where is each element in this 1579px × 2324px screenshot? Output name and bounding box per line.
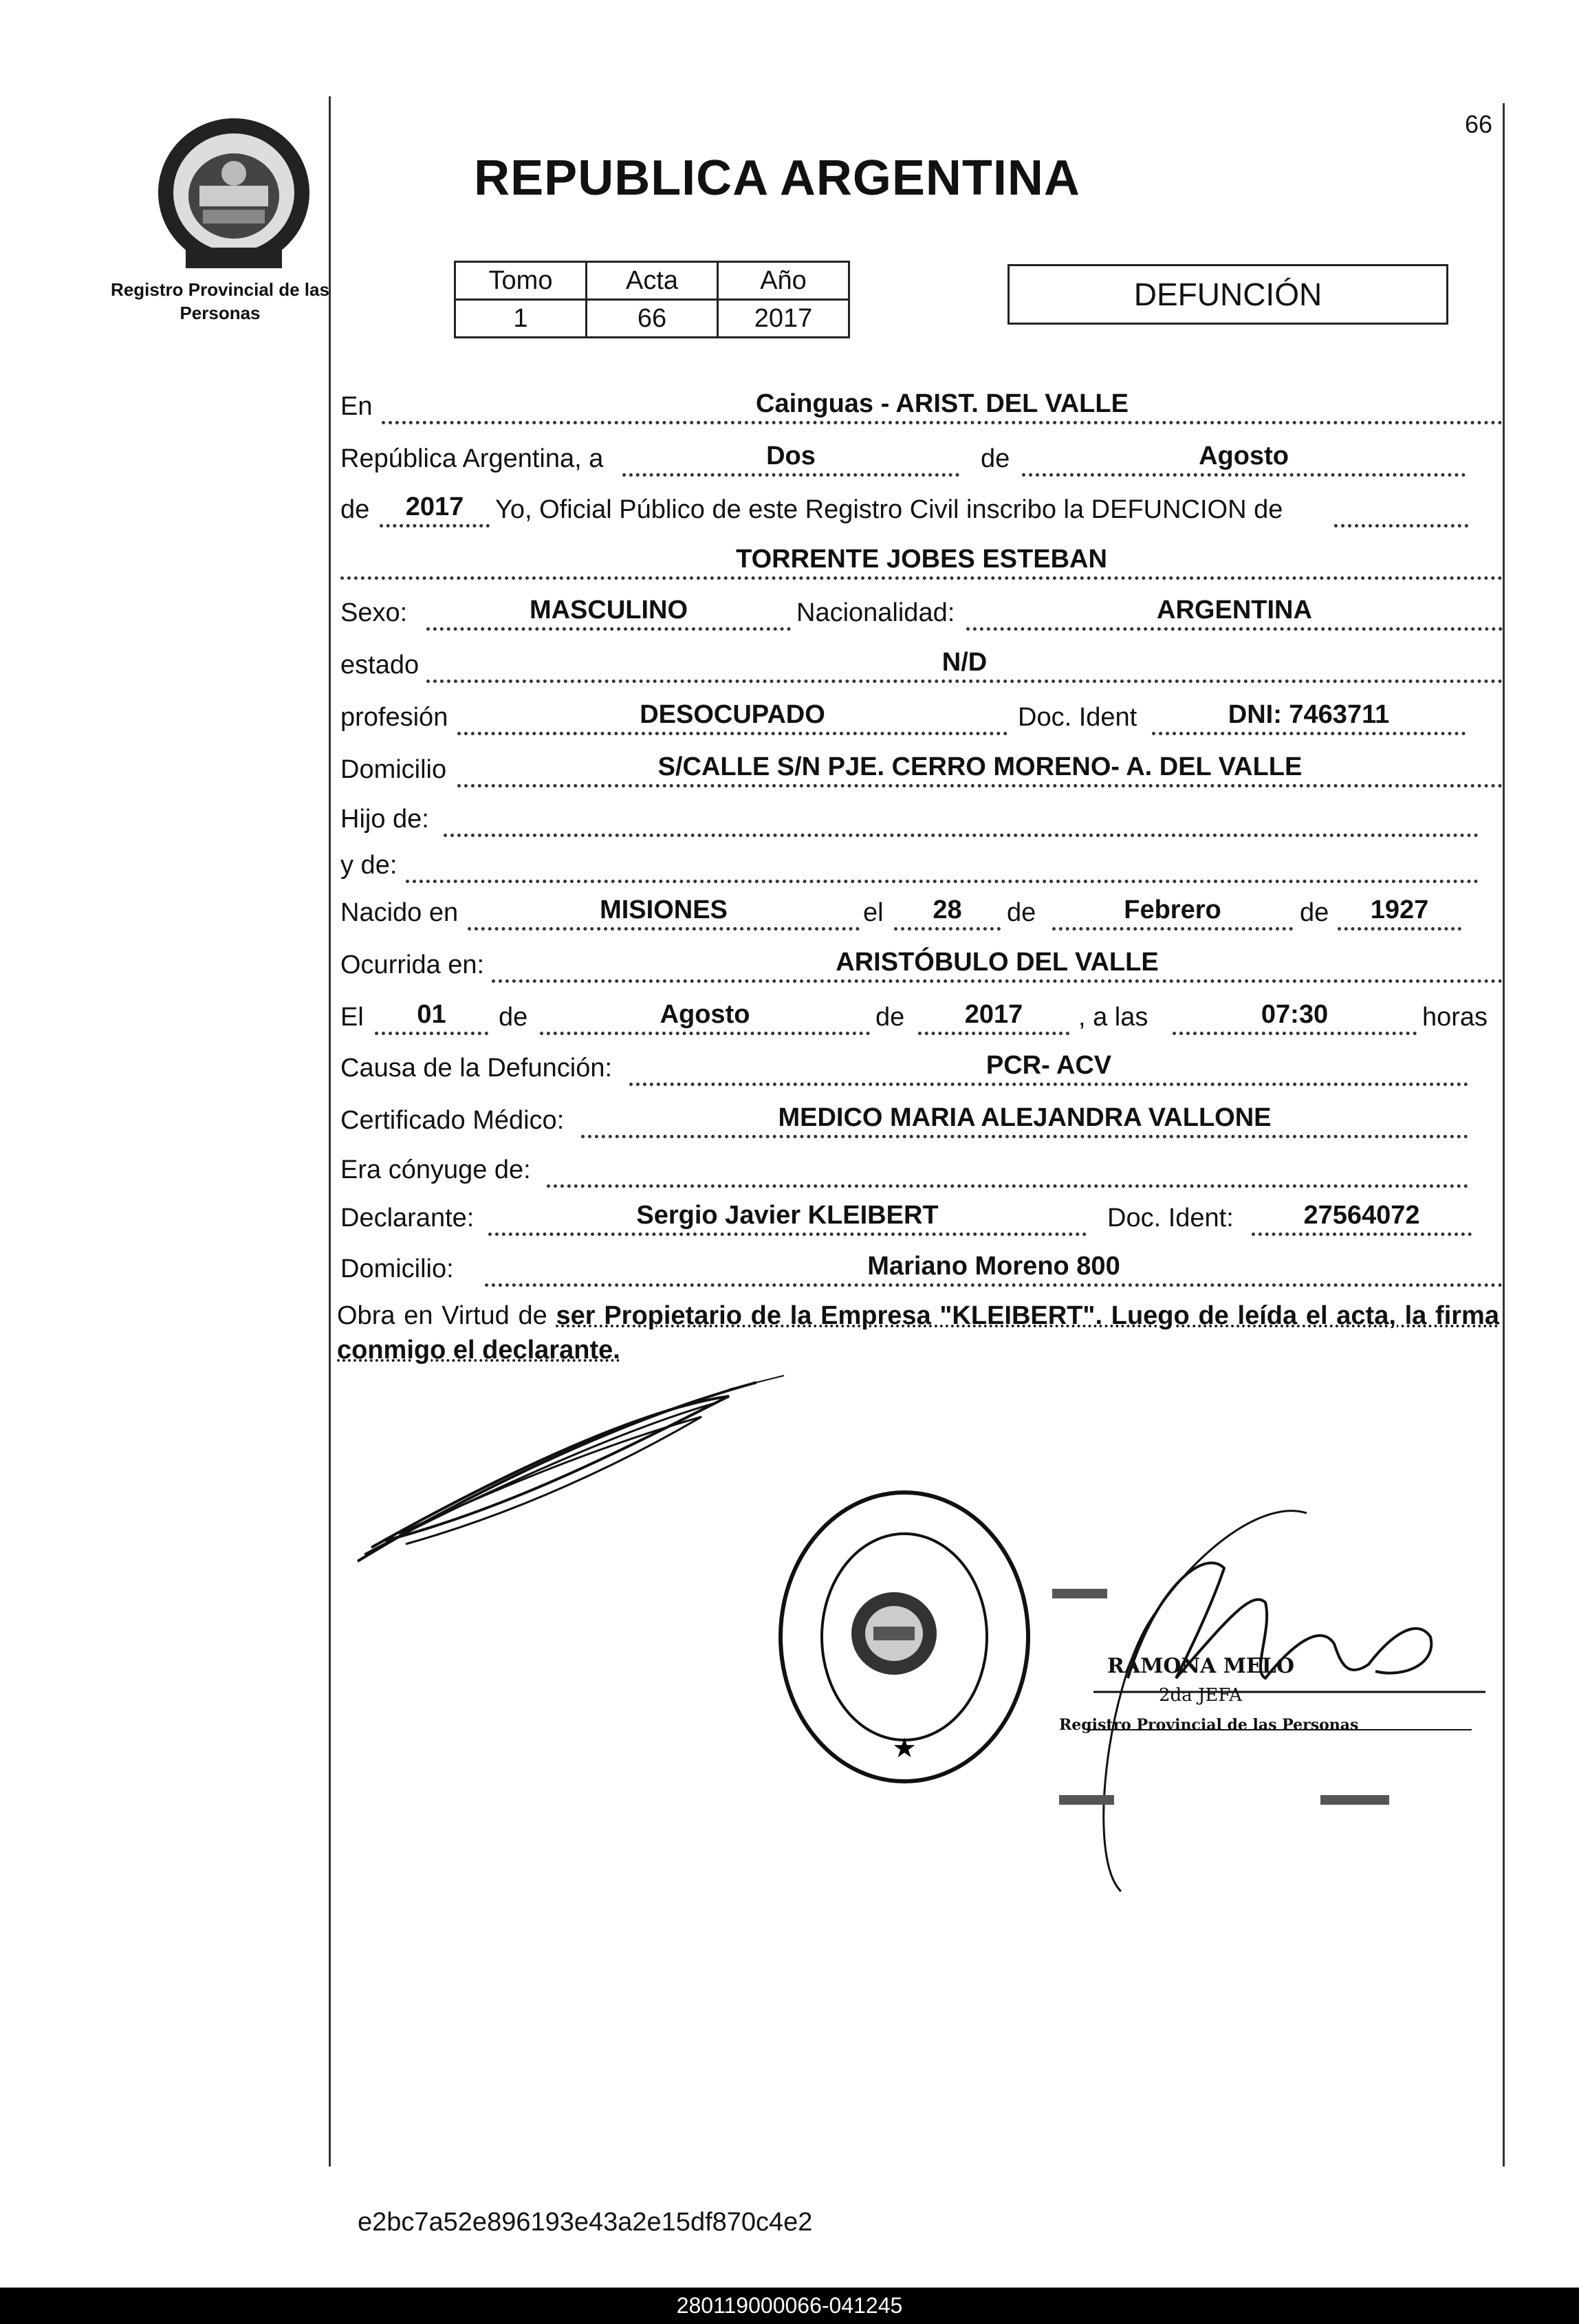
year-value: 2017 bbox=[405, 492, 464, 521]
estado-value: N/D bbox=[941, 648, 988, 677]
declarant-signature bbox=[344, 1369, 798, 1575]
profesion-value: DESOCUPADO bbox=[640, 700, 825, 729]
declarante-value: Sergio Javier KLEIBERT bbox=[636, 1201, 939, 1230]
death-day: 01 bbox=[417, 1000, 446, 1029]
dotted-line bbox=[1022, 473, 1466, 477]
header-anio: Año bbox=[718, 262, 849, 300]
dotted-line bbox=[629, 1083, 1468, 1086]
dotted-line bbox=[1173, 1032, 1417, 1035]
dotted-line bbox=[340, 576, 1503, 580]
doc-ident-label: Doc. Ident bbox=[1018, 703, 1137, 732]
dotted-line bbox=[966, 627, 1503, 631]
nacido-value: MISIONES bbox=[600, 895, 728, 924]
hijo-label: Hijo de: bbox=[340, 805, 429, 834]
dotted-line bbox=[380, 524, 490, 528]
estado-label: estado bbox=[340, 651, 420, 680]
value-anio: 2017 bbox=[718, 300, 849, 338]
obra-label: Obra en Virtud de bbox=[337, 1301, 547, 1330]
dotted-line bbox=[622, 473, 959, 477]
birth-year: 1927 bbox=[1370, 895, 1429, 924]
birth-month: Febrero bbox=[1124, 895, 1221, 924]
obra-paragraph bbox=[337, 1299, 1499, 1367]
dotted-line bbox=[406, 880, 1479, 883]
header-tomo: Tomo bbox=[455, 262, 587, 300]
yde-label: y de: bbox=[340, 851, 398, 880]
registry-name: Registro Provincial de las Personas bbox=[111, 279, 329, 323]
registry-stamp bbox=[770, 1486, 1038, 1788]
dotted-line bbox=[918, 1032, 1069, 1035]
dotted-line bbox=[444, 834, 1479, 837]
dotted-line bbox=[581, 1135, 1468, 1138]
dotted-line bbox=[547, 1184, 1468, 1188]
record-type-box: DEFUNCIÓN bbox=[1008, 264, 1448, 325]
dotted-line bbox=[894, 927, 1001, 931]
doc-ident-value: DNI: 7463711 bbox=[1228, 700, 1390, 729]
dotted-line bbox=[492, 979, 1503, 983]
declarante-label: Declarante: bbox=[340, 1204, 475, 1232]
death-de-label: de bbox=[499, 1003, 528, 1032]
dotted-line bbox=[457, 732, 1008, 735]
doc-ident2-value: 27564072 bbox=[1303, 1201, 1420, 1230]
death-month: Agosto bbox=[660, 1000, 750, 1029]
value-acta: 66 bbox=[587, 300, 718, 338]
dotted-line bbox=[1052, 927, 1293, 931]
domicilio2-value: Mariano Moreno 800 bbox=[867, 1252, 1120, 1281]
death-time: 07:30 bbox=[1261, 1000, 1329, 1029]
alas-label: , a las bbox=[1078, 1003, 1148, 1032]
death-de-label: de bbox=[875, 1003, 905, 1032]
conyuge-label: Era cónyuge de: bbox=[340, 1155, 531, 1184]
official-name: RAMONA MELO bbox=[1107, 1654, 1294, 1678]
place-value: Cainguas - ARIST. DEL VALLE bbox=[756, 389, 1129, 418]
year-prefix-label: de bbox=[340, 495, 370, 524]
causa-label: Causa de la Defunción: bbox=[340, 1054, 613, 1083]
footer-code-bar: 280119000066-041245 bbox=[0, 2288, 1579, 2324]
page-number: 66 bbox=[1465, 110, 1493, 138]
birth-de-label: de bbox=[1007, 898, 1036, 927]
horas-label: horas bbox=[1422, 1003, 1488, 1032]
ocurrida-value: ARISTÓBULO DEL VALLE bbox=[836, 948, 1159, 977]
el-date-label: El bbox=[340, 1003, 364, 1032]
certificado-value: MEDICO MARIA ALEJANDRA VALLONE bbox=[778, 1103, 1272, 1132]
dotted-line bbox=[485, 1283, 1503, 1287]
inscribo-text: Yo, Oficial Público de este Registro Civil inscribo la DEFUNCION de bbox=[495, 495, 1283, 524]
sexo-value: MASCULINO bbox=[529, 596, 688, 625]
official-rank: 2da JEFA bbox=[1159, 1685, 1242, 1706]
dotted-line bbox=[382, 421, 1503, 424]
dotted-line bbox=[426, 627, 791, 631]
right-margin-rule bbox=[1503, 103, 1505, 2166]
certificado-label: Certificado Médico: bbox=[340, 1106, 565, 1135]
nacido-label: Nacido en bbox=[340, 898, 459, 927]
ocurrida-label: Ocurrida en: bbox=[340, 951, 485, 979]
record-table bbox=[454, 261, 850, 338]
republica-label: República Argentina, a bbox=[340, 444, 604, 473]
misiones-coat-of-arms-logo bbox=[144, 110, 323, 275]
domicilio-label: Domicilio bbox=[340, 755, 447, 784]
dotted-line bbox=[468, 927, 860, 931]
month-value: Agosto bbox=[1199, 442, 1289, 470]
dotted-line bbox=[457, 784, 1503, 788]
dotted-line bbox=[1152, 732, 1466, 735]
dotted-line bbox=[1252, 1232, 1472, 1236]
deceased-name: TORRENTE JOBES ESTEBAN bbox=[736, 545, 1107, 574]
dotted-line bbox=[1334, 524, 1468, 528]
dotted-line bbox=[540, 1032, 870, 1035]
doc-ident2-label: Doc. Ident: bbox=[1107, 1204, 1234, 1232]
domicilio2-label: Domicilio: bbox=[340, 1255, 454, 1283]
dotted-line bbox=[488, 1232, 1087, 1236]
value-tomo: 1 bbox=[455, 300, 587, 338]
document-hash: e2bc7a52e896193e43a2e15df870c4e2 bbox=[358, 2208, 813, 2237]
dotted-line bbox=[375, 1032, 488, 1035]
header-acta: Acta bbox=[587, 262, 718, 300]
page-title: REPUBLICA ARGENTINA bbox=[474, 151, 1080, 206]
death-year: 2017 bbox=[964, 1000, 1023, 1029]
left-margin-rule bbox=[329, 96, 331, 2166]
causa-value: PCR- ACV bbox=[985, 1051, 1112, 1080]
official-org: Registro Provincial de las Personas bbox=[1059, 1716, 1359, 1734]
nacionalidad-label: Nacionalidad: bbox=[796, 598, 955, 627]
day-value: Dos bbox=[766, 442, 816, 470]
birth-day: 28 bbox=[933, 895, 962, 924]
profesion-label: profesión bbox=[340, 703, 448, 732]
de-label: de bbox=[981, 444, 1010, 473]
official-signature bbox=[1045, 1486, 1499, 1898]
dotted-line bbox=[1338, 927, 1461, 931]
el-label: el bbox=[863, 898, 884, 927]
domicilio-value: S/CALLE S/N PJE. CERRO MORENO- A. DEL VALLE bbox=[657, 752, 1303, 781]
svg-text:★: ★ bbox=[892, 1733, 917, 1764]
obra-value: ser Propietario de la Empresa "KLEIBERT". Luego de leída el acta, la firma conmigo el declarante. bbox=[337, 1301, 1499, 1365]
birth-de-label: de bbox=[1300, 898, 1329, 927]
en-label: En bbox=[340, 392, 373, 421]
dotted-line bbox=[426, 680, 1503, 683]
nacionalidad-value: ARGENTINA bbox=[1157, 596, 1312, 625]
sexo-label: Sexo: bbox=[340, 598, 408, 627]
